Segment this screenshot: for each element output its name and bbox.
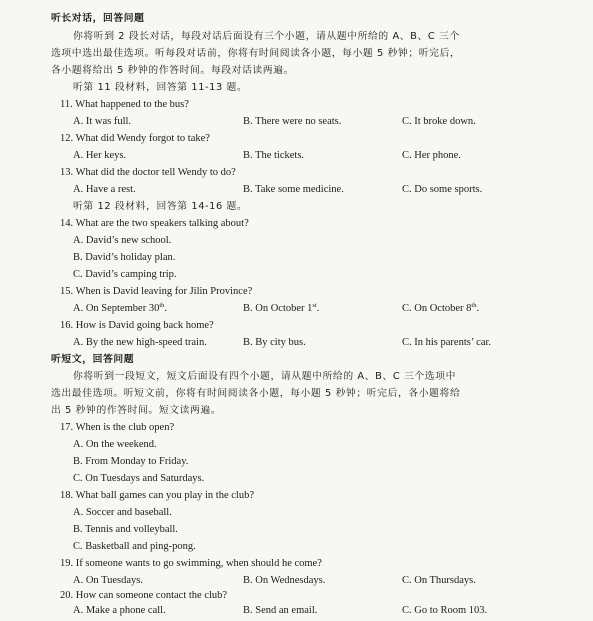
- option-12-a: A. Her keys.: [73, 150, 127, 161]
- option-16-b: B. By city bus.: [243, 337, 306, 348]
- question-text: How can someone contact the club?: [75, 590, 228, 601]
- option-16-a: A. By the new high-speed train.: [73, 337, 207, 348]
- question-text: When is the club open?: [75, 422, 175, 433]
- option-text: B. On October 1: [243, 303, 313, 314]
- instruction-line: 选项中选出最佳选项。听每段对话前，你将有时间阅读各小题，每小题 5 秒钟；听完后，: [51, 48, 461, 59]
- option-text: A. On September 30: [73, 303, 160, 314]
- option-14-a: A. David’s new school.: [73, 235, 172, 246]
- option-14-c: C. David’s camping trip.: [73, 269, 177, 280]
- instruction-line: 各小题将给出 5 秒钟的作答时间。每段对话读两遍。: [51, 65, 294, 76]
- ordinal-suffix: th: [471, 302, 477, 309]
- period: .: [164, 303, 168, 314]
- option-20-b: B. Send an email.: [243, 605, 318, 616]
- question-number: 18.: [60, 490, 74, 501]
- question-number: 14.: [60, 218, 74, 229]
- period: .: [316, 303, 320, 314]
- instruction-line: 你将听到 2 段长对话，每段对话后面设有三个小题，请从题中所给的 A、B、C 三个: [73, 31, 460, 42]
- question-number: 20.: [60, 590, 74, 601]
- question-number: 15.: [60, 286, 74, 297]
- option-11-b: B. There were no seats.: [243, 116, 342, 127]
- option-17-c: C. On Tuesdays and Saturdays.: [73, 473, 205, 484]
- question-11: [60, 98, 189, 111]
- question-text: What did the doctor tell Wendy to do?: [75, 167, 236, 178]
- question-text: When is David leaving for Jilin Province?: [75, 286, 253, 297]
- ordinal-suffix: th: [159, 302, 165, 309]
- question-14: [60, 217, 249, 230]
- question-number: 13.: [60, 167, 74, 178]
- option-text: C. On October 8: [402, 303, 472, 314]
- option-19-b: B. On Wednesdays.: [243, 575, 326, 586]
- question-18: [60, 489, 254, 502]
- question-text: How is David going back home?: [75, 320, 214, 331]
- question-17: [60, 421, 174, 434]
- option-18-b: B. Tennis and volleyball.: [73, 524, 178, 535]
- question-15: [60, 285, 252, 298]
- question-16: [60, 319, 214, 332]
- option-16-c: C. In his parents’ car.: [402, 337, 492, 348]
- question-number: 19.: [60, 558, 74, 569]
- material-note: 听第 11 段材料，回答第 11-13 题。: [73, 82, 248, 93]
- section-heading-long-dialogue: 听长对话，回答问题: [51, 13, 145, 24]
- option-18-c: C. Basketball and ping-pong.: [73, 541, 196, 552]
- option-13-b: B. Take some medicine.: [243, 184, 344, 195]
- instruction-line: 出 5 秒钟的作答时间。短文读两遍。: [51, 405, 222, 416]
- option-11-a: A. It was full.: [73, 116, 132, 127]
- option-14-b: B. David’s holiday plan.: [73, 252, 176, 263]
- question-text: If someone wants to go swimming, when should he come?: [75, 558, 322, 569]
- material-note: 听第 12 段材料，回答第 14-16 题。: [73, 201, 248, 212]
- period: .: [476, 303, 480, 314]
- instruction-line: 选出最佳选项。听短文前，你将有时间阅读各小题，每小题 5 秒钟；听完后，各小题将给: [51, 388, 461, 399]
- question-number: 17.: [60, 422, 74, 433]
- question-text: What happened to the bus?: [75, 99, 189, 110]
- option-20-a: A. Make a phone call.: [73, 605, 166, 616]
- option-11-c: C. It broke down.: [402, 116, 476, 127]
- option-15-b: [243, 302, 319, 315]
- ordinal-suffix: st: [312, 302, 317, 309]
- question-number: 12.: [60, 133, 74, 144]
- option-13-c: C. Do some sports.: [402, 184, 483, 195]
- question-number: 11.: [60, 99, 73, 110]
- option-19-c: C. On Thursdays.: [402, 575, 476, 586]
- option-18-a: A. Soccer and baseball.: [73, 507, 172, 518]
- option-15-c: [402, 302, 479, 315]
- option-19-a: A. On Tuesdays.: [73, 575, 144, 586]
- option-12-b: B. The tickets.: [243, 150, 305, 161]
- section-heading-short-passage: 听短文，回答问题: [51, 354, 135, 365]
- question-text: What are the two speakers talking about?: [75, 218, 249, 229]
- option-15-a: [73, 302, 167, 315]
- question-20: [60, 589, 227, 602]
- option-12-c: C. Her phone.: [402, 150, 461, 161]
- option-17-a: A. On the weekend.: [73, 439, 157, 450]
- option-13-a: A. Have a rest.: [73, 184, 136, 195]
- option-20-c: C. Go to Room 103.: [402, 605, 488, 616]
- instruction-line: 你将听到一段短文，短文后面设有四个小题，请从题中所给的 A、B、C 三个选项中: [73, 371, 456, 382]
- question-13: [60, 166, 236, 179]
- question-text: What ball games can you play in the club?: [75, 490, 255, 501]
- question-text: What did Wendy forgot to take?: [75, 133, 210, 144]
- question-12: [60, 132, 210, 145]
- question-19: [60, 557, 322, 570]
- question-number: 16.: [60, 320, 74, 331]
- option-17-b: B. From Monday to Friday.: [73, 456, 189, 467]
